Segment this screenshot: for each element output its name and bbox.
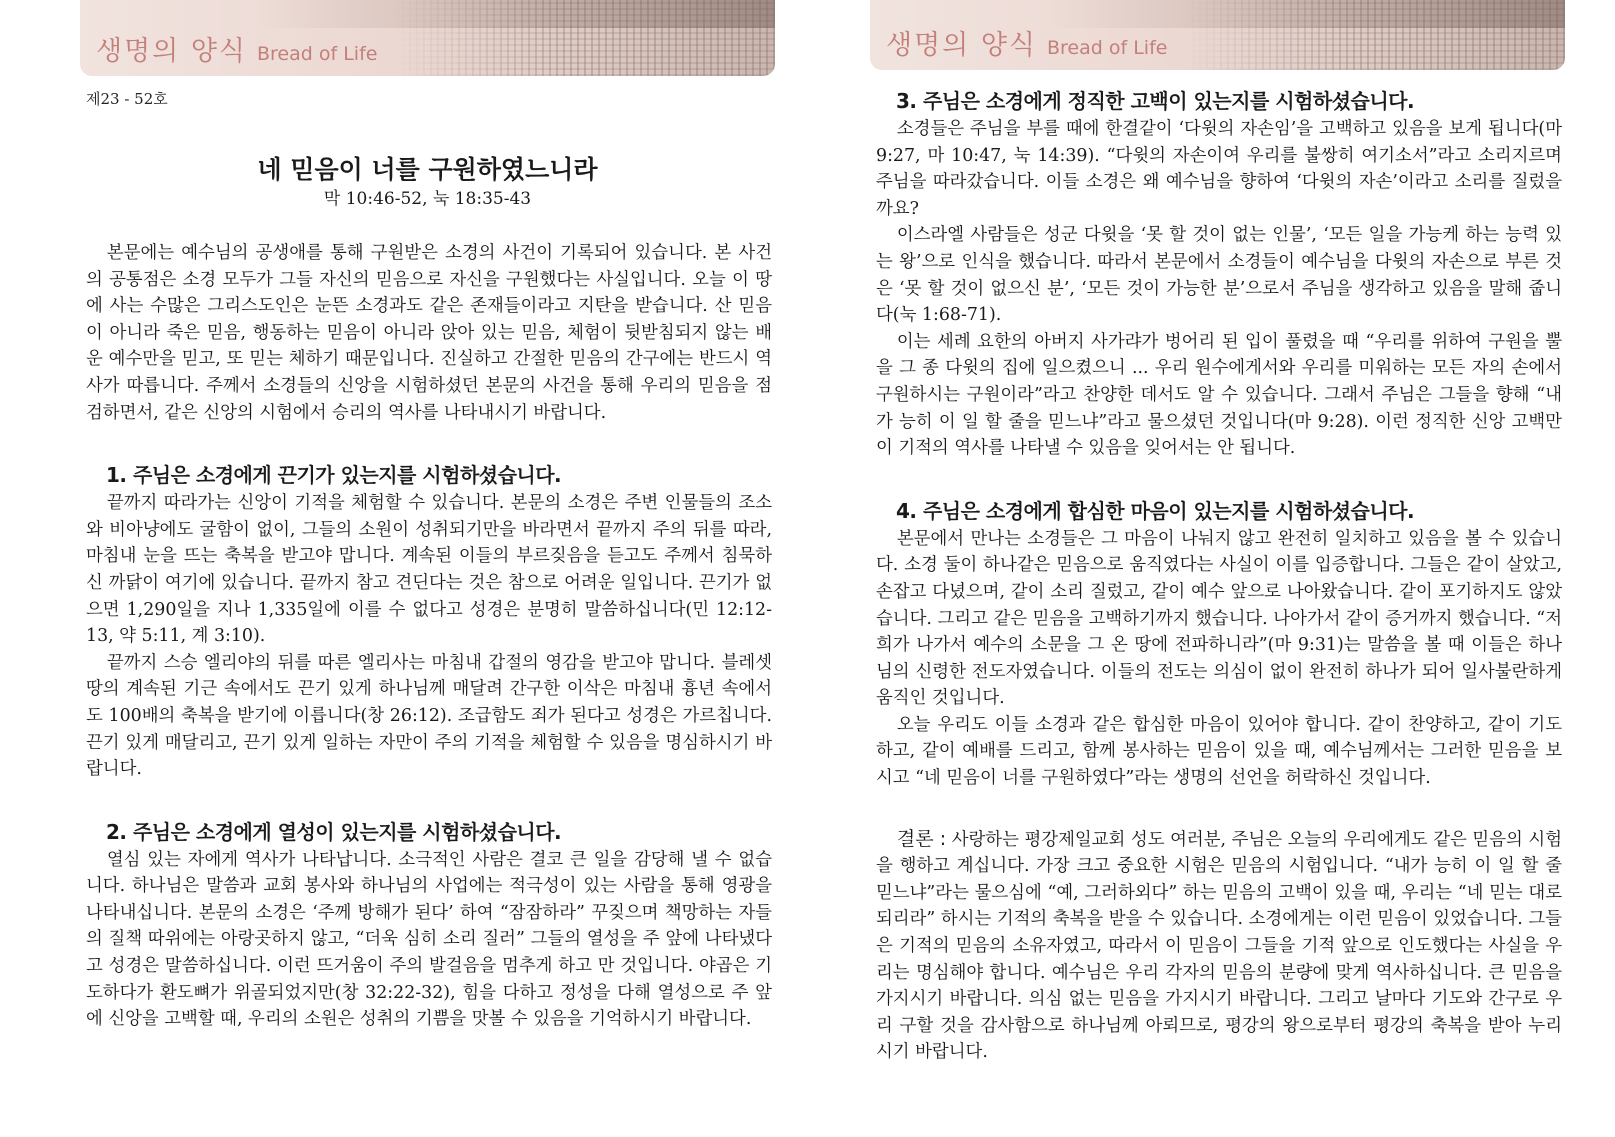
issue-number: 제23 - 52호 xyxy=(86,90,168,108)
section-4-paragraph-1: 본문에서 만나는 소경들은 그 마음이 나눠지 않고 완전히 일치하고 있음을 볼 수 있습니다. 소경 둘이 하나같은 믿음으로 움직였다는 사실이 이를 입증합니다. 그들은 같이 살았고, 손잡고 다녔으며, 같이 소리 질렀고, 같이 예수 앞으로 나아왔습니다. 같이 포기하지도 않았습니다. 그리고 같은 믿음을 고백하기까지 했습니다. 나아가서 같이 증거까지 했습니다. “저희가 나가서 예수의 소문을 그 온 땅에 전파하니라”(마 9:31)는 말씀을 볼 때 이들은 하나님의 신령한 전도자였습니다. 이들의 전도는 의심이 없이 완전히 하나가 되어 일사불란하게 움직인 것입니다. xyxy=(876,528,1562,709)
section-4-heading: 4. 주님은 소경에게 합심한 마음이 있는지를 시험하셨습니다. xyxy=(896,498,1415,523)
section-3-paragraph-2: 이스라엘 사람들은 성군 다윗을 ‘못 할 것이 없는 인물’, ‘모든 일을 가능케 하는 능력 있는 왕’으로 인식을 했습니다. 따라서 본문에서 소경들이 예수님을 다윗의 자손으로 부른 것은 ‘못 할 것이 없으신 분’, ‘모든 것이 가능한 분’으로서 주님을 생각하고 있음을 말해 줍니다(눅 1:68-71). xyxy=(876,225,1562,326)
section-3-paragraph-3: 이는 세례 요한의 아버지 사가랴가 벙어리 된 입이 풀렸을 때 “우리를 위하여 구원을 뿔을 그 종 다윗의 집에 일으켰으니 ... 우리 원수에게서와 우리를 미워하는 모든 자의 손에서 구원하시는 구원이라”라고 찬양한 데서도 알 수 있습니다. 그래서 주님은 그들을 향해 “내가 능히 이 일 할 줄을 믿느냐”라고 물으셨던 것입니다(마 9:28). 이런 정직한 신앙 고백만이 기적의 역사를 나타낼 수 있음을 잊어서는 안 됩니다. xyxy=(876,331,1562,459)
section-1-paragraph-2: 끝까지 스승 엘리야의 뒤를 따른 엘리사는 마침내 갑절의 영감을 받고야 맙니다. 블레셋 땅의 계속된 기근 속에서도 끈기 있게 하나님께 매달려 간구한 이삭은 마침내 흉년 속에서도 100배의 축복을 받기에 이릅니다(창 26:12). 조급함도 죄가 된다고 성경은 가르칩니다. 끈기 있게 매달리고, 끈기 있게 일하는 자만이 주의 기적을 체험할 수 있음을 명심하시기 바랍니다. xyxy=(86,652,772,780)
section-1-heading: 1. 주님은 소경에게 끈기가 있는지를 시험하셨습니다. xyxy=(106,463,562,488)
banner-title-english: Bread of Life xyxy=(1047,37,1168,59)
left-banner xyxy=(80,0,775,76)
banner-title-english: Bread of Life xyxy=(257,43,378,65)
right-body xyxy=(876,86,1562,1066)
conclusion-text: 사랑하는 평강제일교회 성도 여러분, 주님은 오늘의 우리에게도 같은 믿음의 시험을 행하고 계십니다. 가장 크고 중요한 시험은 믿음의 시험입니다. “내가 능히 이 일 할 줄 믿느냐”라는 물으심에 “예, 그러하외다” 하는 믿음의 고백이 있을 때, 우리는 “네 믿는 대로 되리라” 하시는 기적의 축복을 받을 수 있습니다. 소경에게는 이런 믿음이 있었습니다. 그들은 기적의 믿음의 소유자였고, 따라서 이 믿음이 그들을 기적 앞으로 인도했다는 사실을 우리는 명심해야 합니다. 예수님은 우리 각자의 믿음의 분량에 맞게 역사하십니다. 큰 믿음을 가지시기 바랍니다. 의심 없는 믿음을 가지시기 바랍니다. 그리고 날마다 기도와 간구로 우리 구할 것을 감사함으로 하나님께 아뢰므로, 평강의 왕으로부터 평강의 축복을 받아 누리시기 바랍니다. xyxy=(876,829,1562,1063)
right-banner xyxy=(870,0,1565,70)
sermon-title: 네 믿음이 너를 구원하였느니라 xyxy=(257,155,598,184)
left-page xyxy=(80,0,775,1030)
spacer xyxy=(876,792,1562,826)
section-2-heading: 2. 주님은 소경에게 열성이 있는지를 시험하셨습니다. xyxy=(106,819,562,844)
banner-title-korean: 생명의 양식 xyxy=(886,30,1037,61)
spacer xyxy=(86,783,772,817)
banner-title-korean: 생명의 양식 xyxy=(96,36,247,67)
section-1-paragraph-1: 끝까지 따라가는 신앙이 기적을 체험할 수 있습니다. 본문의 소경은 주변 인물들의 조소와 비아냥에도 굴함이 없이, 그들의 소원이 성취되기만을 바라면서 끝까지 주의 뒤를 따라, 마침내 눈을 뜨는 축복을 받고야 맙니다. 계속된 이들의 부르짖음을 듣고도 주께서 침묵하신 까닭이 여기에 있습니다. 끝까지 참고 견딘다는 것은 참으로 어려운 일입니다. 끈기가 없으면 1,290일을 지나 1,335일에 이를 수 없다고 성경은 분명히 말씀하십니다(민 12:12-13, 약 5:11, 계 3:10). xyxy=(86,493,772,647)
intro-paragraph: 본문에는 예수님의 공생애를 통해 구원받은 소경의 사건이 기록되어 있습니다. 본 사건의 공통점은 소경 모두가 그들 자신의 믿음으로 자신을 구원했다는 사실입니다. 오늘 이 땅에 사는 수많은 그리스도인은 눈뜬 소경과도 같은 존재들이라고 지탄을 받습니다. 산 믿음이 아니라 죽은 믿음, 행동하는 믿음이 아니라 앉아 있는 믿음, 체험이 뒷받침되지 않는 배운 예수만을 믿고, 또 믿는 체하기 때문입니다. 진실하고 간절한 믿음의 간구에는 반드시 역사가 따릅니다. 주께서 소경들의 신앙을 시험하셨던 본문의 사건을 통해 우리의 믿음을 점검하면서, 같은 신앙의 시험에서 승리의 역사를 나타내시기 바랍니다. xyxy=(86,243,772,423)
banner-title xyxy=(886,23,1167,62)
banner-crowd-image xyxy=(395,0,775,76)
section-3-heading: 3. 주님은 소경에게 정직한 고백이 있는지를 시험하셨습니다. xyxy=(896,89,1415,113)
banner-crowd-image xyxy=(1185,0,1565,70)
conclusion-label: 결론 : xyxy=(896,827,947,850)
right-page xyxy=(870,0,1565,1063)
section-2-paragraph-1: 열심 있는 자에게 역사가 나타납니다. 소극적인 사람은 결코 큰 일을 감당해 낼 수 없습니다. 하나님은 말씀과 교회 봉사와 하나님의 사업에는 적극성이 있는 사람을 통해 영광을 나타내십니다. 본문의 소경은 ‘주께 방해가 된다’ 하여 “잠잠하라” 꾸짖으며 책망하는 자들의 질책 따위에는 아랑곳하지 않고, “더욱 심히 소리 질러” 그들의 열성을 주 앞에 나타냈다고 성경은 말씀하십니다. 이런 뜨거움이 주의 발걸음을 멈추게 하고 만 것입니다. 야곱은 기도하다가 환도뼈가 위골되었지만(창 32:22-32), 힘을 다하고 정성을 다해 열성으로 주 앞에 신앙을 고백할 때, 우리의 소원은 성취의 기쁨을 맛볼 수 있음을 기억하시기 바랍니다. xyxy=(86,849,772,1030)
spacer xyxy=(876,462,1562,496)
section-4-paragraph-2: 오늘 우리도 이들 소경과 같은 합심한 마음이 있어야 합니다. 같이 찬양하고, 같이 기도하고, 같이 예배를 드리고, 함께 봉사하는 믿음이 있을 때, 예수님께서는 그러한 믿음을 보시고 “네 믿음이 너를 구원하였다”라는 생명의 선언을 허락하신 것입니다. xyxy=(876,714,1562,789)
left-body xyxy=(86,240,772,1033)
spacer xyxy=(86,426,772,460)
conclusion-paragraph xyxy=(876,826,1562,1066)
section-3-paragraph-1: 소경들은 주님을 부를 때에 한결같이 ‘다윗의 자손임’을 고백하고 있음을 보게 됩니다(마 9:27, 마 10:47, 눅 14:39). “다윗의 자손이여 우리를 불쌍히 여기소서”라고 소리지르며 주님을 따라갔습니다. 이들 소경은 왜 예수님을 향하여 ‘다윗의 자손’이라고 소리를 질렀을까요? xyxy=(876,119,1562,219)
scripture-reference: 막 10:46-52, 눅 18:35-43 xyxy=(323,189,532,209)
banner-title xyxy=(96,29,377,68)
